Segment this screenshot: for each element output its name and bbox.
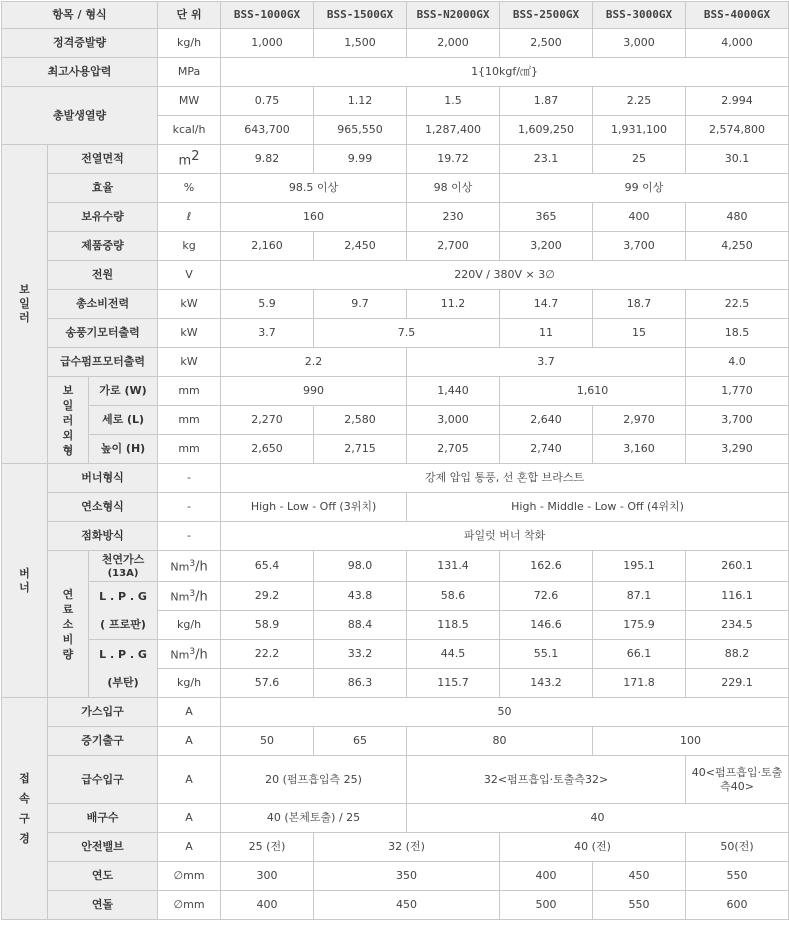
cell: 7.5 <box>314 319 500 348</box>
row-label: 전원 <box>48 261 158 290</box>
cell: 98.5 이상 <box>221 174 407 203</box>
row-length <box>2 406 789 435</box>
cell: 115.7 <box>407 669 500 698</box>
row-max-pressure <box>2 58 789 87</box>
row-unit: ∅mm <box>158 862 221 891</box>
header-model: BSS-1500GX <box>314 2 407 29</box>
row-unit: MW <box>158 87 221 116</box>
row-unit: V <box>158 261 221 290</box>
cell: 66.1 <box>593 640 686 669</box>
row-unit: mm <box>158 377 221 406</box>
row-total-power <box>2 290 789 319</box>
cell: 19.72 <box>407 145 500 174</box>
cell: 195.1 <box>593 551 686 582</box>
cell: 44.5 <box>407 640 500 669</box>
cell: 118.5 <box>407 611 500 640</box>
cell: 550 <box>593 891 686 920</box>
row-fuel-lng <box>2 551 789 582</box>
cell: 3,160 <box>593 435 686 464</box>
cell: 450 <box>593 862 686 891</box>
header-model: BSS-1000GX <box>221 2 314 29</box>
cell: 550 <box>686 862 789 891</box>
row-label: 송풍기모터출력 <box>48 319 158 348</box>
cell: 22.5 <box>686 290 789 319</box>
row-label: 점화방식 <box>48 522 158 551</box>
cell: 2.994 <box>686 87 789 116</box>
cell: 3,290 <box>686 435 789 464</box>
cell: 65.4 <box>221 551 314 582</box>
cell: 98 이상 <box>407 174 500 203</box>
cell: 11.2 <box>407 290 500 319</box>
cell: 990 <box>221 377 407 406</box>
row-height <box>2 435 789 464</box>
row-pump-motor <box>2 348 789 377</box>
row-label: 연도 <box>48 862 158 891</box>
cell: 1.5 <box>407 87 500 116</box>
row-label-line: L . P . G <box>99 589 147 603</box>
row-safety-valve <box>2 833 789 862</box>
row-label: 연소형식 <box>48 493 158 522</box>
cell: 175.9 <box>593 611 686 640</box>
header-model: BSS-N2000GX <box>407 2 500 29</box>
cell: 2,705 <box>407 435 500 464</box>
row-label: 안전밸브 <box>48 833 158 862</box>
header-model: BSS-4000GX <box>686 2 789 29</box>
cell: 72.6 <box>500 582 593 611</box>
cell: 3,200 <box>500 232 593 261</box>
cell: 220V / 380V × 3∅ <box>221 261 789 290</box>
cell: 1,770 <box>686 377 789 406</box>
row-unit: A <box>158 756 221 804</box>
row-drain <box>2 804 789 833</box>
cell: 87.1 <box>593 582 686 611</box>
row-label: 최고사용압력 <box>2 58 158 87</box>
cell: 2,450 <box>314 232 407 261</box>
cell: 14.7 <box>500 290 593 319</box>
row-fan-motor <box>2 319 789 348</box>
group-label-text: 버너 <box>19 566 30 594</box>
unit-base: Nm <box>170 590 190 604</box>
cell: 4,000 <box>686 29 789 58</box>
row-unit: - <box>158 493 221 522</box>
row-label: 급수펌프모터출력 <box>48 348 158 377</box>
cell: 9.82 <box>221 145 314 174</box>
cell: 965,550 <box>314 116 407 145</box>
cell: 25 (전) <box>221 833 314 862</box>
cell: 40 (본체토출) / 25 <box>221 804 407 833</box>
row-unit: A <box>158 727 221 756</box>
cell: 1,609,250 <box>500 116 593 145</box>
group-label-text: 보일러 <box>19 283 30 324</box>
cell: 2,000 <box>407 29 500 58</box>
header-model: BSS-2500GX <box>500 2 593 29</box>
row-heat-area <box>2 145 789 174</box>
row-label: 총소비전력 <box>48 290 158 319</box>
cell: 2,970 <box>593 406 686 435</box>
cell: 5.9 <box>221 290 314 319</box>
row-unit <box>158 551 221 582</box>
header-row <box>2 2 789 29</box>
cell: 58.6 <box>407 582 500 611</box>
cell: 160 <box>221 203 407 232</box>
row-flue <box>2 862 789 891</box>
header-model: BSS-3000GX <box>593 2 686 29</box>
cell: 1,610 <box>500 377 686 406</box>
cell: 65 <box>314 727 407 756</box>
cell: 32<펌프흡입·토출측32> <box>407 756 686 804</box>
cell: 480 <box>686 203 789 232</box>
row-label: 연돌 <box>48 891 158 920</box>
row-rated-steam <box>2 29 789 58</box>
cell: 1,931,100 <box>593 116 686 145</box>
cell: 18.7 <box>593 290 686 319</box>
cell: 2,740 <box>500 435 593 464</box>
cell: 2,500 <box>500 29 593 58</box>
group-dims-label <box>48 377 89 464</box>
unit-tail: /h <box>195 589 208 605</box>
cell: 2.2 <box>221 348 407 377</box>
header-unit: 단 위 <box>158 2 221 29</box>
row-unit: kW <box>158 348 221 377</box>
cell: 1.12 <box>314 87 407 116</box>
row-label: 제품중량 <box>48 232 158 261</box>
row-unit: mm <box>158 435 221 464</box>
cell: 57.6 <box>221 669 314 698</box>
cell: 32 (전) <box>314 833 500 862</box>
cell: 80 <box>407 727 593 756</box>
cell: 229.1 <box>686 669 789 698</box>
cell: 50(전) <box>686 833 789 862</box>
group-burner-label <box>2 464 48 698</box>
cell: 1,287,400 <box>407 116 500 145</box>
cell: 143.2 <box>500 669 593 698</box>
cell: 131.4 <box>407 551 500 582</box>
row-unit: kg/h <box>158 29 221 58</box>
row-weight <box>2 232 789 261</box>
row-label: 버너형식 <box>48 464 158 493</box>
cell: 58.9 <box>221 611 314 640</box>
row-unit: ∅mm <box>158 891 221 920</box>
cell: 99 이상 <box>500 174 789 203</box>
row-unit: A <box>158 833 221 862</box>
cell: 2,640 <box>500 406 593 435</box>
row-combustion <box>2 493 789 522</box>
cell: 3,700 <box>593 232 686 261</box>
unit-superscript: 3 <box>189 589 196 600</box>
cell: 29.2 <box>221 582 314 611</box>
row-chimney <box>2 891 789 920</box>
cell: 2,270 <box>221 406 314 435</box>
cell: 162.6 <box>500 551 593 582</box>
row-label: 배구수 <box>48 804 158 833</box>
row-heat-output-mw <box>2 87 789 116</box>
unit-base: Nm <box>170 648 190 662</box>
cell: 2,700 <box>407 232 500 261</box>
row-unit: kg <box>158 232 221 261</box>
cell: 146.6 <box>500 611 593 640</box>
cell: 350 <box>314 862 500 891</box>
cell: 25 <box>593 145 686 174</box>
row-fuel-propane-nm <box>2 582 789 611</box>
row-label: 보유수량 <box>48 203 158 232</box>
cell: 365 <box>500 203 593 232</box>
unit-tail: /h <box>195 559 208 575</box>
unit-superscript: 3 <box>189 647 196 658</box>
row-label: 총발생열량 <box>2 87 158 145</box>
cell: 15 <box>593 319 686 348</box>
row-label: 정격증발량 <box>2 29 158 58</box>
row-label <box>89 582 158 640</box>
cell: 2.25 <box>593 87 686 116</box>
cell: 3,700 <box>686 406 789 435</box>
cell: 30.1 <box>686 145 789 174</box>
row-steam-outlet <box>2 727 789 756</box>
cell: 2,715 <box>314 435 407 464</box>
cell: 171.8 <box>593 669 686 698</box>
row-unit: - <box>158 522 221 551</box>
cell: 98.0 <box>314 551 407 582</box>
cell: 2,574,800 <box>686 116 789 145</box>
cell: 강제 압입 통풍, 선 혼합 브라스트 <box>221 464 789 493</box>
cell: 23.1 <box>500 145 593 174</box>
group-label-text: 보일러외형 <box>62 383 74 457</box>
row-width <box>2 377 789 406</box>
row-label-line: L . P . G <box>99 647 147 661</box>
row-label: 가스입구 <box>48 698 158 727</box>
header-item: 항목 / 형식 <box>2 2 158 29</box>
cell: 234.5 <box>686 611 789 640</box>
row-feed-inlet <box>2 756 789 804</box>
cell: 22.2 <box>221 640 314 669</box>
cell: 643,700 <box>221 116 314 145</box>
cell: 230 <box>407 203 500 232</box>
group-boiler-label <box>2 145 48 464</box>
group-fuel-label <box>48 551 89 698</box>
row-unit: mm <box>158 406 221 435</box>
row-burner-type <box>2 464 789 493</box>
row-label-line: ( 프로판) <box>100 617 146 631</box>
row-unit: kW <box>158 319 221 348</box>
cell: 파일럿 버너 착화 <box>221 522 789 551</box>
cell: 33.2 <box>314 640 407 669</box>
row-unit: A <box>158 698 221 727</box>
cell: 100 <box>593 727 789 756</box>
cell: 4.0 <box>686 348 789 377</box>
row-label: 효율 <box>48 174 158 203</box>
group-conn-label <box>2 698 48 920</box>
cell: 3.7 <box>221 319 314 348</box>
row-unit: kg/h <box>158 611 221 640</box>
cell: 4,250 <box>686 232 789 261</box>
row-unit: A <box>158 804 221 833</box>
cell: 50 <box>221 698 789 727</box>
row-label: 가로 (W) <box>89 377 158 406</box>
cell: 9.7 <box>314 290 407 319</box>
cell: 1,440 <box>407 377 500 406</box>
unit-base: m <box>178 153 192 169</box>
cell: 3,000 <box>593 29 686 58</box>
cell: 40 (전) <box>500 833 686 862</box>
row-unit: - <box>158 464 221 493</box>
unit-superscript: 2 <box>191 148 200 164</box>
row-unit: kcal/h <box>158 116 221 145</box>
cell: 1,500 <box>314 29 407 58</box>
cell: 9.99 <box>314 145 407 174</box>
cell: 3.7 <box>407 348 686 377</box>
row-water-capacity <box>2 203 789 232</box>
row-label <box>89 551 158 582</box>
row-efficiency <box>2 174 789 203</box>
row-label-line: (부탄) <box>107 675 139 689</box>
row-power <box>2 261 789 290</box>
row-unit: kg/h <box>158 669 221 698</box>
cell: 0.75 <box>221 87 314 116</box>
cell: 11 <box>500 319 593 348</box>
row-unit <box>158 640 221 669</box>
row-label: 세로 (L) <box>89 406 158 435</box>
row-unit <box>158 145 221 174</box>
row-ignition <box>2 522 789 551</box>
row-label: 높이 (H) <box>89 435 158 464</box>
row-label-line: 천연가스 <box>101 552 145 566</box>
group-label-text: 접속구경 <box>19 771 30 845</box>
group-label-text: 연료소비량 <box>62 587 74 661</box>
cell: 3,000 <box>407 406 500 435</box>
cell: 55.1 <box>500 640 593 669</box>
row-unit: ℓ <box>158 203 221 232</box>
cell: 260.1 <box>686 551 789 582</box>
cell: 450 <box>314 891 500 920</box>
cell: 18.5 <box>686 319 789 348</box>
row-gas-inlet <box>2 698 789 727</box>
cell: 1.87 <box>500 87 593 116</box>
cell: 88.2 <box>686 640 789 669</box>
unit-tail: /h <box>195 647 208 663</box>
row-unit <box>158 582 221 611</box>
cell: 500 <box>500 891 593 920</box>
cell: 88.4 <box>314 611 407 640</box>
cell: 600 <box>686 891 789 920</box>
cell: 1{10kgf/㎠} <box>221 58 789 87</box>
spec-table <box>1 1 789 920</box>
cell: 86.3 <box>314 669 407 698</box>
cell: 400 <box>500 862 593 891</box>
cell: 116.1 <box>686 582 789 611</box>
cell: 40 <box>407 804 789 833</box>
row-unit: MPa <box>158 58 221 87</box>
cell: 2,650 <box>221 435 314 464</box>
unit-base: Nm <box>170 560 190 574</box>
cell: 43.8 <box>314 582 407 611</box>
cell: 400 <box>221 891 314 920</box>
cell: High - Middle - Low - Off (4위치) <box>407 493 789 522</box>
row-label: 증기출구 <box>48 727 158 756</box>
cell: 2,160 <box>221 232 314 261</box>
row-unit: kW <box>158 290 221 319</box>
cell: 2,580 <box>314 406 407 435</box>
unit-superscript: 3 <box>189 559 196 570</box>
row-fuel-butane-nm <box>2 640 789 669</box>
cell: 300 <box>221 862 314 891</box>
cell: High - Low - Off (3위치) <box>221 493 407 522</box>
cell: 50 <box>221 727 314 756</box>
cell: 400 <box>593 203 686 232</box>
row-label: 전열면적 <box>48 145 158 174</box>
row-unit: % <box>158 174 221 203</box>
cell: 40<펌프흡입·토출측40> <box>686 756 789 804</box>
row-label-line: (13A) <box>107 567 139 579</box>
row-label <box>89 640 158 698</box>
row-label: 급수입구 <box>48 756 158 804</box>
cell: 1,000 <box>221 29 314 58</box>
cell: 20 (펌프흡입측 25) <box>221 756 407 804</box>
